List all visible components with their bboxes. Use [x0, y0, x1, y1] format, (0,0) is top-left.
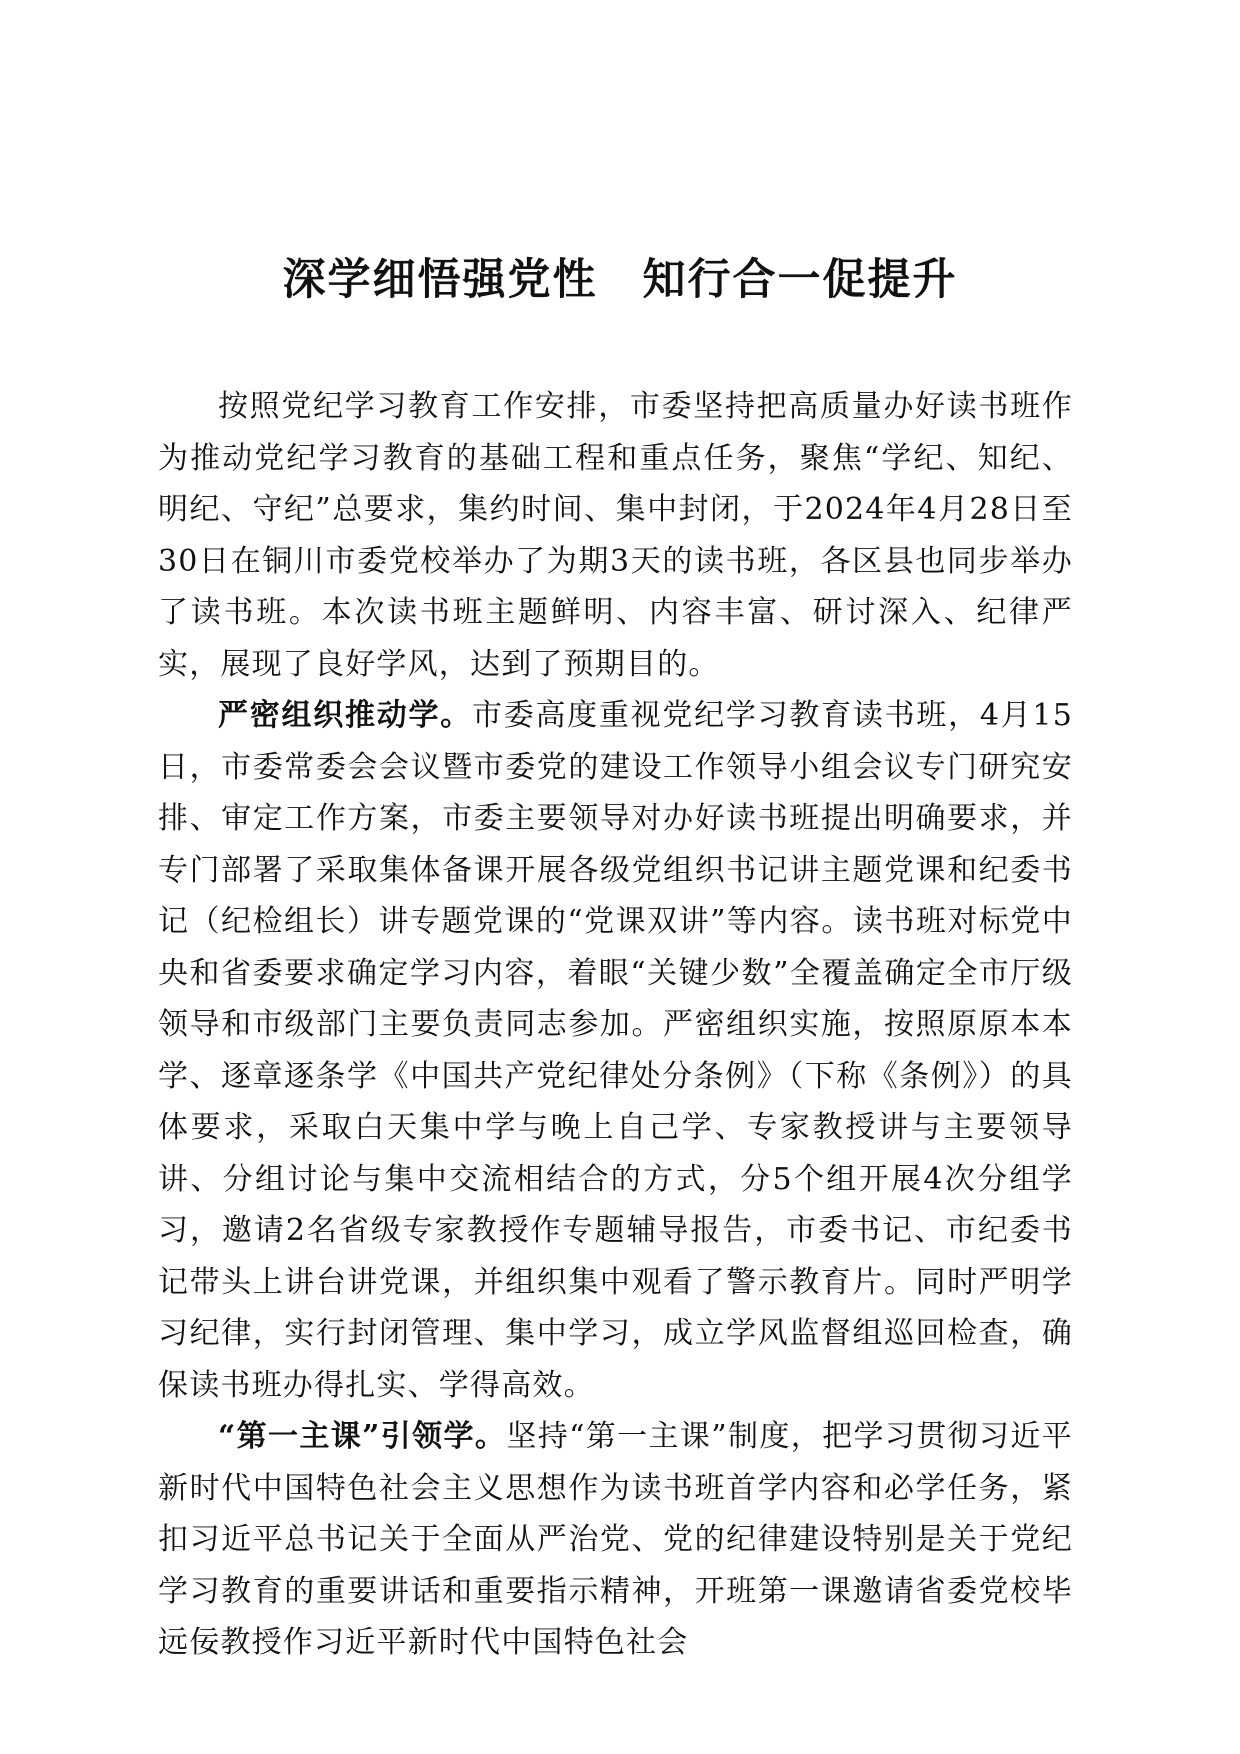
paragraph-intro: [158, 381, 1073, 690]
paragraph-first-course: [158, 1411, 1073, 1669]
document-body: [158, 381, 1073, 1669]
paragraph-first-course-text: 坚持“第一主课”制度，把学习贯彻习近平新时代中国特色社会主义思想作为读书班首学内容和必学任务，紧扣习近平总书记关于全面从严治党、党的纪律建设特别是关于党纪学习教育的重要讲话和重要指示精神，开班第一课邀请省委党校毕远佞教授作习近平新时代中国特色社会: [158, 1419, 1074, 1660]
paragraph-organization: [158, 690, 1073, 1411]
paragraph-organization-heading: 严密组织推动学。: [218, 698, 472, 733]
document-title: 深学细悟强党性 知行合一促提升: [282, 255, 958, 305]
paragraph-organization-text: 市委高度重视党纪学习教育读书班，4月15日，市委常委会会议暨市委党的建设工作领导小组会议专门研究安排、审定工作方案，市委主要领导对办好读书班提出明确要求，并专门部署了采取集体备课开展各级党组织书记讲主题党课和纪委书记（纪检组长）讲专题党课的“党课双讲”等内容。读书班对标党中央和省委要求确定学习内容，着眼“关键少数”全覆盖确定全市厅级领导和市级部门主要负责同志参加。严密组织实施，按照原原本本学、逐章逐条学《中国共产党纪律处分条例》（下称《条例》）的具体要求，采取白天集中学与晚上自己学、专家教授讲与主要领导讲、分组讨论与集中交流相结合的方式，分5个组开展4次分组学习，邀请2名省级专家教授作专题辅导报告，市委书记、市纪委书记带头上讲台讲党课，并组织集中观看了警示教育片。同时严明学习纪律，实行封闭管理、集中学习，成立学风监督组巡回检查，确保读书班办得扎实、学得高效。: [158, 698, 1073, 1403]
paragraph-first-course-heading: “第一主课”引领学。: [218, 1419, 507, 1454]
paragraph-intro-text: 按照党纪学习教育工作安排，市委坚持把高质量办好读书班作为推动党纪学习教育的基础工程和重点任务，聚焦“学纪、知纪、明纪、守纪”总要求，集约时间、集中封闭，于2024年4月28日至30日在铜川市委党校举办了为期3天的读书班，各区县也同步举办了读书班。本次读书班主题鲜明、内容丰富、研讨深入、纪律严实，展现了良好学风，达到了预期目的。: [158, 389, 1073, 682]
